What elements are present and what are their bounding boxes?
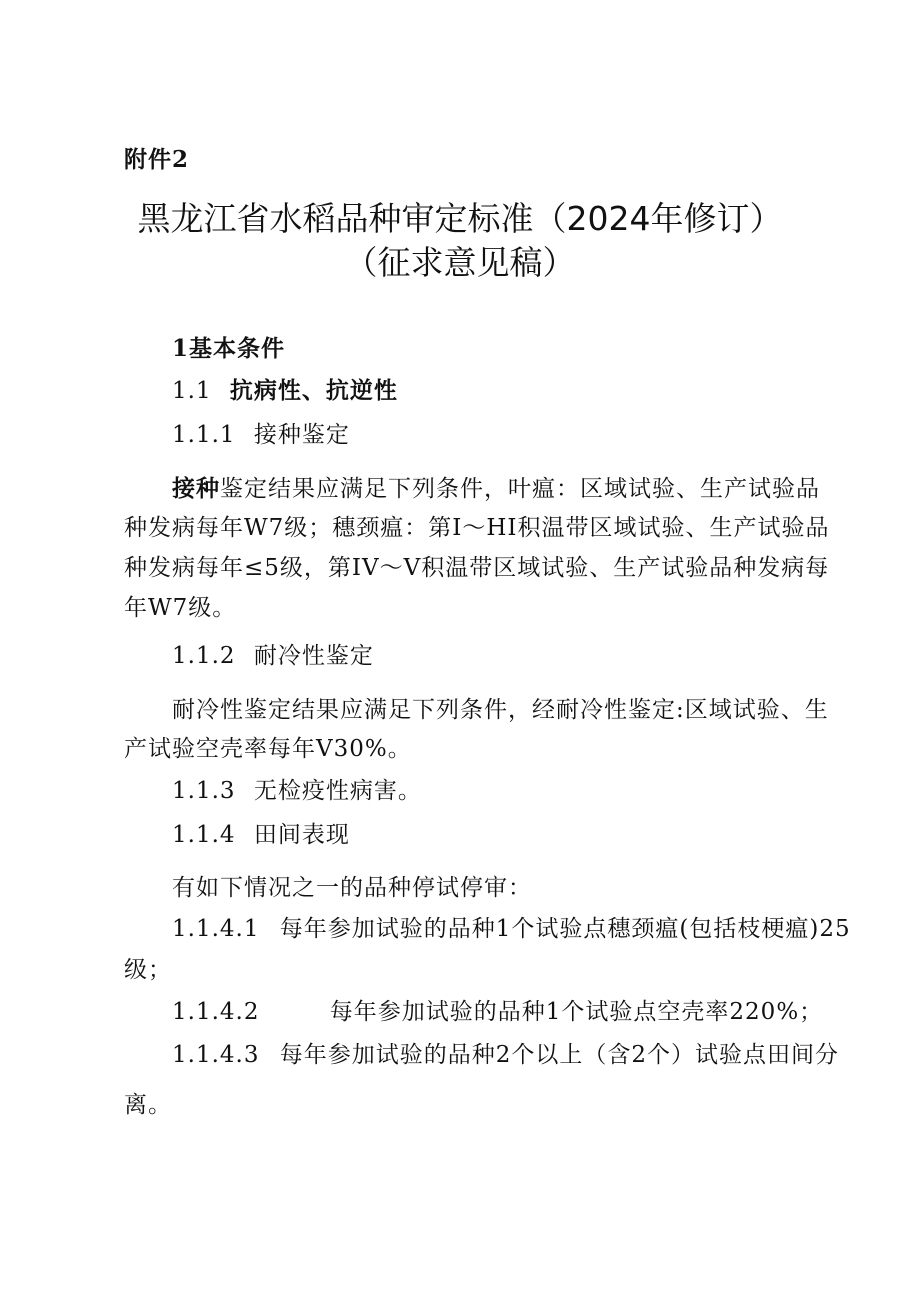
section-number: 1.1 [172, 378, 212, 404]
section-1-1-4-heading [172, 820, 350, 850]
item-number: 1.1.4.1 [172, 916, 260, 942]
item-text: 每年参加试验的品种2个以上（含2个）试验点田间分 [279, 1042, 840, 1068]
list-item [172, 914, 851, 944]
list-item [172, 1040, 839, 1070]
paragraph-line: 种发病每年W7级；穗颈瘟：第I〜HI积温带区域试验、生产试验品 [124, 515, 830, 541]
section-title: 耐冷性鉴定 [253, 643, 374, 669]
attachment-label: 附件2 [124, 146, 190, 173]
section-number: 1.1.4 [172, 822, 236, 848]
paragraph-line: 耐冷性鉴定结果应满足下列条件，经耐冷性鉴定:区域试验、生 [172, 697, 829, 723]
list-item-continuation: 离。 [124, 1092, 172, 1118]
section-number: 1.1.2 [172, 643, 236, 669]
section-1-1-2-heading [172, 641, 374, 671]
paragraph-line [172, 474, 820, 504]
section-number: 1.1.3 [172, 778, 236, 804]
list-item-continuation: 级； [124, 957, 172, 983]
section-1-1-3-heading [172, 776, 422, 806]
section-title: 无检疫性病害。 [253, 778, 422, 804]
section-1-heading: 1基本条件 [172, 335, 286, 362]
paragraph-line: 年W7级。 [124, 595, 237, 621]
emphasis-text: 接种 [172, 475, 220, 502]
paragraph-text: 鉴定结果应满足下列条件，叶瘟：区域试验、生产试验品 [220, 476, 820, 502]
item-number: 1.1.4.3 [172, 1042, 260, 1068]
section-1-1-heading [172, 376, 398, 406]
item-text: 每年参加试验的品种1个试验点空壳率220%； [329, 999, 824, 1025]
paragraph-line: 有如下情况之一的品种停试停审： [172, 875, 532, 901]
document-title-line1: 黑龙江省水稻品种审定标准（2024年修订） [137, 199, 783, 238]
section-number: 1.1.1 [172, 422, 236, 448]
section-1-1-1-heading [172, 420, 350, 450]
section-title: 田间表现 [253, 822, 350, 848]
list-item [172, 997, 823, 1027]
section-title: 抗病性、抗逆性 [229, 377, 398, 404]
item-text: 每年参加试验的品种1个试验点穗颈瘟(包括枝梗瘟)25 [279, 916, 851, 942]
paragraph-line: 种发病每年≤5级，第IV〜V积温带区域试验、生产试验品种发病每 [124, 555, 830, 581]
document-title-line2: （征求意见稿） [344, 243, 576, 282]
section-title: 接种鉴定 [253, 422, 350, 448]
paragraph-line: 产试验空壳率每年V30%。 [124, 736, 412, 762]
item-number: 1.1.4.2 [172, 999, 260, 1025]
